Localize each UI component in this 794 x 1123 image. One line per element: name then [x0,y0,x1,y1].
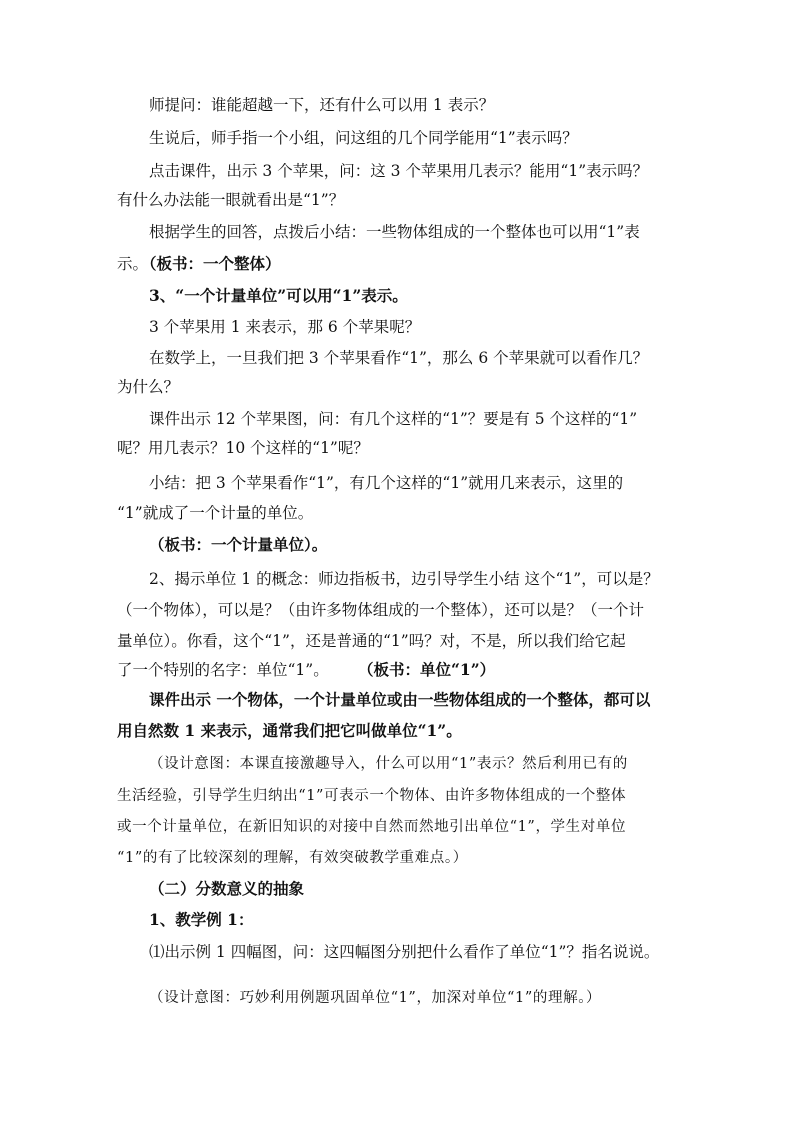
text-line: （一个物体），可以是？（由许多物体组成的一个整体），还可以是？（一个计 [117,601,645,619]
text-line: 生说后，师手指一个小组，问这组的几个同学能用“1”表示吗？ [149,129,578,147]
board-note: （板书：一个计量单位）。 [149,535,328,554]
text-line: 课件出示 12 个苹果图，问：有几个这样的“1”？要是有 5 个这样的“1” [149,410,638,428]
text-line: ⑴出示例 1 四幅图，问：这四幅图分别把什么看作了单位“1”？指名说说。 [149,943,660,961]
text-line: 师提问：谁能超越一下，还有什么可以用 1 表示？ [149,96,495,114]
text-line: 在数学上，一旦我们把 3 个苹果看作“1”，那么 6 个苹果就可以看作几？ [149,349,649,367]
text-line: 用自然数 1 来表示，通常我们把它叫做单位“1”。 [117,721,462,740]
design-note: 生活经验，引导学生归纳出“1”可表示一个物体、由许多物体组成的一个整体 [117,788,627,804]
text-line: 有什么办法能一眼就看出是“1”？ [117,191,345,209]
text-line: 3 个苹果用 1 来表示，那 6 个苹果呢？ [149,318,421,336]
text-line: 小结：把 3 个苹果看作“1”，有几个这样的“1”就用几来表示，这里的 [149,474,624,492]
text-line: 示。 [117,255,149,273]
text-line: 2、揭示单位 1 的概念：师边指板书，边引导学生小结 这个“1”，可以是？ [149,570,659,588]
section-heading: 1、教学例 1： [149,910,254,929]
text-line: 根据学生的回答，点拨后小结：一些物体组成的一个整体也可以用“1”表 [149,223,640,241]
design-note: （设计意图：巧妙利用例题巩固单位“1”，加深对单位“1”的理解。） [149,990,602,1006]
board-note: （板书：单位“1”） [358,660,496,679]
text-line: 呢？用几表示？10 个这样的“1”呢？ [117,439,369,457]
text-line: “1”就成了一个计量的单位。 [117,504,314,522]
section-heading: 3、“一个计量单位”可以用“1”表示。 [149,286,408,305]
text-line: 课件出示 一个物体，一个计量单位或由一些物体组成的一个整体，都可以 [149,690,651,709]
design-note: “1”的有了比较深刻的理解，有效突破教学重难点。） [117,850,468,866]
board-note: （板书：一个整体） [141,254,281,273]
text-line: 为什么？ [117,378,180,396]
design-note: 或一个计量单位，在新旧知识的对接中自然而然地引出单位“1”，学生对单位 [117,819,627,835]
text-line: 量单位）。你看，这个“1”，还是普通的“1”吗？对，不是，所以我们给它起 [117,632,626,650]
text-line: 点击课件，出示 3 个苹果，问：这 3 个苹果用几表示？能用“1”表示吗？ [149,162,649,180]
section-heading: （二）分数意义的抽象 [149,879,305,898]
design-note: （设计意图：本课直接激趣导入，什么可以用“1”表示？然后利用已有的 [149,756,628,772]
text-line: 了一个特别的名字：单位“1”。 [117,661,329,679]
